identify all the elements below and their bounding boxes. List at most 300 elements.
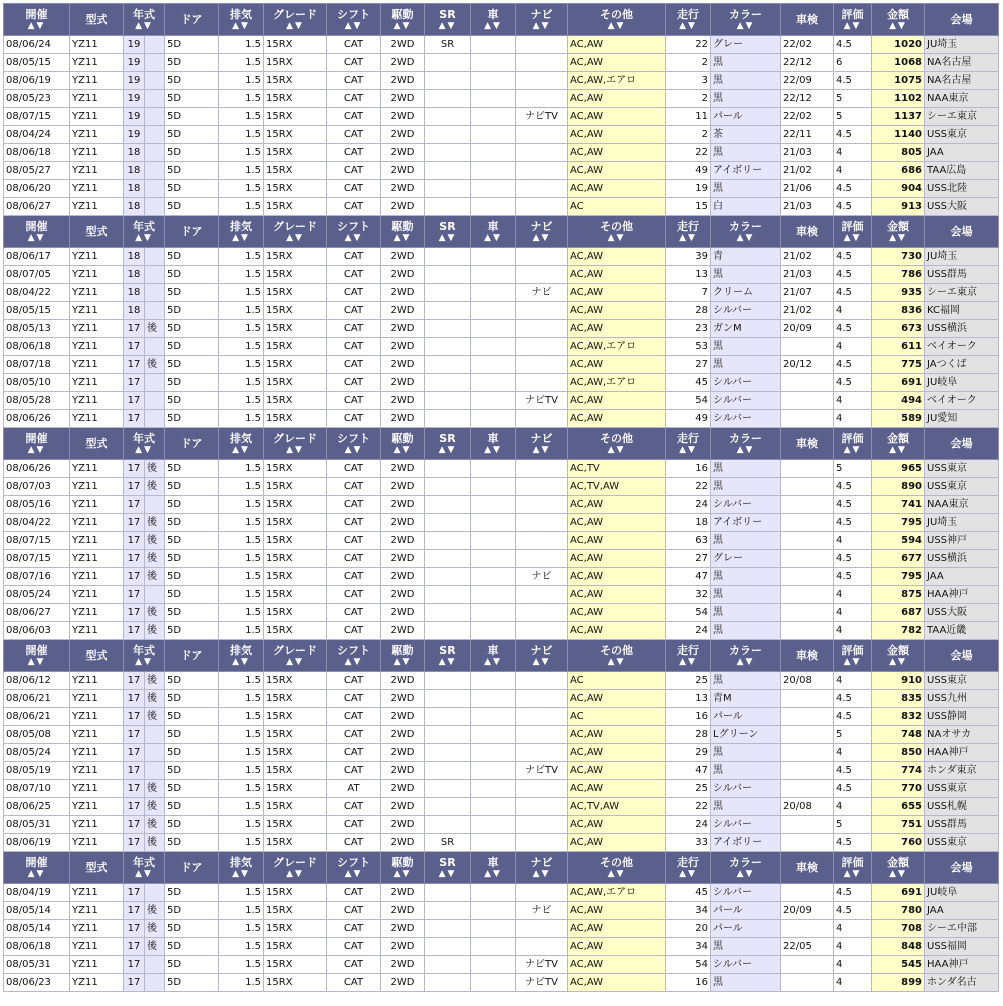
header-row <box>4 852 999 884</box>
header-shift[interactable] <box>327 428 381 460</box>
header-row <box>4 640 999 672</box>
year-cell: 17 <box>124 726 145 744</box>
car-cell <box>471 568 516 586</box>
drive-cell: 2WD <box>381 54 425 72</box>
header-disp[interactable] <box>219 852 264 884</box>
navi-cell <box>516 198 568 216</box>
sort-arrows-icon[interactable]: ▲▼ <box>843 868 862 879</box>
header-row <box>4 428 999 460</box>
header-color[interactable] <box>711 216 781 248</box>
later-cell: 後 <box>145 460 165 478</box>
date-cell: 08/05/31 <box>4 956 70 974</box>
header-disp[interactable] <box>219 428 264 460</box>
header-date[interactable] <box>4 216 70 248</box>
sort-arrows-icon[interactable]: ▲▼ <box>27 20 46 31</box>
header-date[interactable] <box>4 852 70 884</box>
sort-arrows-icon[interactable]: ▲▼ <box>232 868 250 879</box>
header-grade[interactable] <box>264 428 327 460</box>
sort-arrows-icon[interactable]: ▲▼ <box>736 444 755 455</box>
sort-arrows-icon[interactable]: ▲▼ <box>532 656 551 667</box>
header-rating[interactable] <box>834 852 872 884</box>
sort-arrows-icon[interactable]: ▲▼ <box>607 656 626 667</box>
drive-cell: 2WD <box>381 938 425 956</box>
header-date[interactable] <box>4 4 70 36</box>
header-shift[interactable] <box>327 640 381 672</box>
sort-arrows-icon[interactable]: ▲▼ <box>27 656 46 667</box>
header-disp[interactable] <box>219 640 264 672</box>
displacement-cell: 1.5 <box>219 938 264 956</box>
other-cell: AC,AW <box>568 248 666 266</box>
header-label: 評価 <box>841 643 864 657</box>
grade-cell: 15RX <box>264 726 327 744</box>
sort-arrows-icon[interactable]: ▲▼ <box>889 20 907 31</box>
header-label: カラー <box>729 7 762 21</box>
rating-cell: 4 <box>834 604 872 622</box>
header-rating[interactable] <box>834 4 872 36</box>
model-cell: YZ11 <box>70 938 124 956</box>
later-cell <box>145 126 165 144</box>
other-cell: AC,AW,エアロ <box>568 72 666 90</box>
rating-cell: 4.5 <box>834 550 872 568</box>
price-cell: 780 <box>872 902 925 920</box>
venue-cell: JAA <box>925 144 999 162</box>
header-other[interactable] <box>568 4 666 36</box>
sort-arrows-icon[interactable]: ▲▼ <box>286 20 304 31</box>
sort-arrows-icon[interactable]: ▲▼ <box>393 868 412 879</box>
date-cell: 08/06/26 <box>4 460 70 478</box>
model-cell: YZ11 <box>70 410 124 428</box>
color-cell: アイボリー <box>711 514 781 532</box>
inspection-cell <box>781 392 834 410</box>
later-cell <box>145 36 165 54</box>
date-cell: 08/07/15 <box>4 532 70 550</box>
shift-cell: CAT <box>327 672 381 690</box>
sort-arrows-icon[interactable]: ▲▼ <box>344 444 363 455</box>
sort-arrows-icon[interactable]: ▲▼ <box>843 232 862 243</box>
header-date[interactable] <box>4 640 70 672</box>
door-cell: 5D <box>165 248 219 266</box>
sort-arrows-icon[interactable]: ▲▼ <box>736 868 755 879</box>
table-row <box>4 586 999 604</box>
sort-arrows-icon[interactable]: ▲▼ <box>736 232 755 243</box>
sr-cell: SR <box>425 834 471 852</box>
header-sr[interactable] <box>425 640 471 672</box>
price-cell: 730 <box>872 248 925 266</box>
sort-arrows-icon[interactable]: ▲▼ <box>286 232 304 243</box>
sort-arrows-icon[interactable]: ▲▼ <box>679 868 697 879</box>
inspection-cell: 21/07 <box>781 284 834 302</box>
sort-arrows-icon[interactable]: ▲▼ <box>393 444 412 455</box>
header-label: ドア <box>180 437 203 450</box>
car-cell <box>471 690 516 708</box>
sort-arrows-icon[interactable]: ▲▼ <box>484 232 502 243</box>
grade-cell: 15RX <box>264 478 327 496</box>
sort-arrows-icon[interactable]: ▲▼ <box>484 444 502 455</box>
header-drive[interactable] <box>381 216 425 248</box>
sort-arrows-icon[interactable]: ▲▼ <box>736 20 755 31</box>
drive-cell: 2WD <box>381 672 425 690</box>
venue-cell: USS大阪 <box>925 198 999 216</box>
sort-arrows-icon[interactable]: ▲▼ <box>532 868 551 879</box>
navi-cell: ナビTV <box>516 974 568 992</box>
mileage-cell: 28 <box>666 726 711 744</box>
header-rating[interactable] <box>834 216 872 248</box>
sort-arrows-icon[interactable]: ▲▼ <box>27 232 46 243</box>
displacement-cell: 1.5 <box>219 586 264 604</box>
header-grade[interactable] <box>264 4 327 36</box>
later-cell <box>145 374 165 392</box>
later-cell <box>145 726 165 744</box>
model-cell: YZ11 <box>70 902 124 920</box>
inspection-cell: 22/09 <box>781 72 834 90</box>
header-sr[interactable] <box>425 852 471 884</box>
header-sr[interactable] <box>425 216 471 248</box>
color-cell: 茶 <box>711 126 781 144</box>
sort-arrows-icon[interactable]: ▲▼ <box>27 868 46 879</box>
header-price[interactable] <box>872 428 925 460</box>
navi-cell <box>516 798 568 816</box>
header-year[interactable] <box>124 428 165 460</box>
color-cell: 黒 <box>711 974 781 992</box>
sort-arrows-icon[interactable]: ▲▼ <box>344 656 363 667</box>
displacement-cell: 1.5 <box>219 726 264 744</box>
other-cell: AC,AW <box>568 744 666 762</box>
displacement-cell: 1.5 <box>219 248 264 266</box>
sort-arrows-icon[interactable]: ▲▼ <box>679 232 697 243</box>
grade-cell: 15RX <box>264 284 327 302</box>
sort-arrows-icon[interactable]: ▲▼ <box>607 20 626 31</box>
header-price[interactable] <box>872 216 925 248</box>
sort-arrows-icon[interactable]: ▲▼ <box>736 656 755 667</box>
year-cell: 17 <box>124 568 145 586</box>
sort-arrows-icon[interactable]: ▲▼ <box>393 656 412 667</box>
header-other[interactable] <box>568 640 666 672</box>
door-cell: 5D <box>165 902 219 920</box>
sort-arrows-icon[interactable]: ▲▼ <box>393 20 412 31</box>
sort-arrows-icon[interactable]: ▲▼ <box>344 232 363 243</box>
navi-cell <box>516 320 568 338</box>
door-cell: 5D <box>165 920 219 938</box>
sort-arrows-icon[interactable]: ▲▼ <box>286 656 304 667</box>
header-sr[interactable] <box>425 4 471 36</box>
sort-arrows-icon[interactable]: ▲▼ <box>27 444 46 455</box>
car-cell <box>471 974 516 992</box>
header-mileage[interactable] <box>666 428 711 460</box>
car-cell <box>471 514 516 532</box>
header-label: 車 <box>487 7 499 21</box>
year-cell: 17 <box>124 762 145 780</box>
year-cell: 18 <box>124 144 145 162</box>
header-drive[interactable] <box>381 4 425 36</box>
car-cell <box>471 410 516 428</box>
header-car[interactable] <box>471 852 516 884</box>
sort-arrows-icon[interactable]: ▲▼ <box>344 868 363 879</box>
rating-cell: 4.5 <box>834 356 872 374</box>
header-label: 金額 <box>887 7 909 21</box>
sort-arrows-icon[interactable]: ▲▼ <box>532 20 551 31</box>
later-cell: 後 <box>145 902 165 920</box>
table-row <box>4 320 999 338</box>
rating-cell: 5 <box>834 816 872 834</box>
header-car[interactable] <box>471 4 516 36</box>
header-shift[interactable] <box>327 216 381 248</box>
later-cell <box>145 54 165 72</box>
color-cell: 黒 <box>711 938 781 956</box>
header-label: ナビ <box>530 431 553 445</box>
header-car[interactable] <box>471 640 516 672</box>
price-cell: 673 <box>872 320 925 338</box>
sort-arrows-icon[interactable]: ▲▼ <box>438 20 457 31</box>
drive-cell: 2WD <box>381 302 425 320</box>
date-cell: 08/05/10 <box>4 374 70 392</box>
sort-arrows-icon[interactable]: ▲▼ <box>679 444 697 455</box>
header-label: ナビ <box>530 643 553 657</box>
shift-cell: CAT <box>327 902 381 920</box>
sort-arrows-icon[interactable]: ▲▼ <box>232 232 250 243</box>
header-year[interactable] <box>124 640 165 672</box>
header-other[interactable] <box>568 428 666 460</box>
model-cell: YZ11 <box>70 586 124 604</box>
header-navi[interactable] <box>516 216 568 248</box>
mileage-cell: 39 <box>666 248 711 266</box>
venue-cell: JU埼玉 <box>925 248 999 266</box>
sort-arrows-icon[interactable]: ▲▼ <box>484 20 502 31</box>
sort-arrows-icon[interactable]: ▲▼ <box>438 444 457 455</box>
header-drive[interactable] <box>381 640 425 672</box>
mileage-cell: 25 <box>666 780 711 798</box>
sort-arrows-icon[interactable]: ▲▼ <box>135 20 153 31</box>
grade-cell: 15RX <box>264 938 327 956</box>
shift-cell: CAT <box>327 496 381 514</box>
header-color[interactable] <box>711 4 781 36</box>
sort-arrows-icon[interactable]: ▲▼ <box>532 232 551 243</box>
later-cell <box>145 884 165 902</box>
sort-arrows-icon[interactable]: ▲▼ <box>607 444 626 455</box>
year-cell: 18 <box>124 198 145 216</box>
car-cell <box>471 162 516 180</box>
sort-arrows-icon[interactable]: ▲▼ <box>135 656 153 667</box>
header-color[interactable] <box>711 852 781 884</box>
price-cell: 1137 <box>872 108 925 126</box>
header-grade[interactable] <box>264 640 327 672</box>
sort-arrows-icon[interactable]: ▲▼ <box>843 656 862 667</box>
header-drive[interactable] <box>381 428 425 460</box>
other-cell: AC,AW <box>568 266 666 284</box>
door-cell: 5D <box>165 744 219 762</box>
navi-cell <box>516 780 568 798</box>
door-cell: 5D <box>165 162 219 180</box>
header-inspection <box>781 852 834 884</box>
shift-cell: CAT <box>327 72 381 90</box>
door-cell: 5D <box>165 816 219 834</box>
header-disp[interactable] <box>219 4 264 36</box>
table-row <box>4 726 999 744</box>
price-cell: 708 <box>872 920 925 938</box>
header-mileage[interactable] <box>666 4 711 36</box>
year-cell: 17 <box>124 780 145 798</box>
date-cell: 08/06/24 <box>4 36 70 54</box>
sr-cell <box>425 284 471 302</box>
header-price[interactable] <box>872 852 925 884</box>
price-cell: 594 <box>872 532 925 550</box>
year-cell: 17 <box>124 356 145 374</box>
grade-cell: 15RX <box>264 550 327 568</box>
header-mileage[interactable] <box>666 640 711 672</box>
header-year[interactable] <box>124 4 165 36</box>
color-cell: 黒 <box>711 266 781 284</box>
header-label: 排気 <box>230 7 252 21</box>
sort-arrows-icon[interactable]: ▲▼ <box>607 232 626 243</box>
shift-cell: CAT <box>327 884 381 902</box>
navi-cell <box>516 144 568 162</box>
date-cell: 08/06/03 <box>4 622 70 640</box>
header-disp[interactable] <box>219 216 264 248</box>
sort-arrows-icon[interactable]: ▲▼ <box>232 444 250 455</box>
rating-cell: 4.5 <box>834 834 872 852</box>
header-label: グレード <box>273 7 317 21</box>
header-label: カラー <box>729 643 762 657</box>
sort-arrows-icon[interactable]: ▲▼ <box>135 232 153 243</box>
sort-arrows-icon[interactable]: ▲▼ <box>532 444 551 455</box>
other-cell: AC,AW <box>568 920 666 938</box>
sort-arrows-icon[interactable]: ▲▼ <box>889 868 907 879</box>
color-cell: シルバー <box>711 816 781 834</box>
mileage-cell: 27 <box>666 356 711 374</box>
later-cell <box>145 496 165 514</box>
sort-arrows-icon[interactable]: ▲▼ <box>679 656 697 667</box>
later-cell: 後 <box>145 356 165 374</box>
shift-cell: CAT <box>327 974 381 992</box>
header-other[interactable] <box>568 216 666 248</box>
header-navi[interactable] <box>516 428 568 460</box>
model-cell: YZ11 <box>70 762 124 780</box>
model-cell: YZ11 <box>70 568 124 586</box>
header-price[interactable] <box>872 4 925 36</box>
rating-cell: 4.5 <box>834 478 872 496</box>
color-cell: パール <box>711 920 781 938</box>
header-label: 会場 <box>950 861 973 874</box>
sort-arrows-icon[interactable]: ▲▼ <box>843 20 862 31</box>
rating-cell: 4.5 <box>834 36 872 54</box>
venue-cell: JU岐阜 <box>925 884 999 902</box>
header-mileage[interactable] <box>666 216 711 248</box>
header-car[interactable] <box>471 428 516 460</box>
sr-cell <box>425 460 471 478</box>
grade-cell: 15RX <box>264 902 327 920</box>
shift-cell: CAT <box>327 180 381 198</box>
sort-arrows-icon[interactable]: ▲▼ <box>232 656 250 667</box>
table-row <box>4 284 999 302</box>
sort-arrows-icon[interactable]: ▲▼ <box>135 444 153 455</box>
sort-arrows-icon[interactable]: ▲▼ <box>889 444 907 455</box>
header-shift[interactable] <box>327 852 381 884</box>
rating-cell: 4.5 <box>834 708 872 726</box>
car-cell <box>471 284 516 302</box>
drive-cell: 2WD <box>381 338 425 356</box>
header-navi[interactable] <box>516 852 568 884</box>
other-cell: AC,AW <box>568 108 666 126</box>
mileage-cell: 13 <box>666 690 711 708</box>
sort-arrows-icon[interactable]: ▲▼ <box>484 656 502 667</box>
mileage-cell: 29 <box>666 744 711 762</box>
car-cell <box>471 180 516 198</box>
header-navi[interactable] <box>516 640 568 672</box>
sort-arrows-icon[interactable]: ▲▼ <box>679 20 697 31</box>
sort-arrows-icon[interactable]: ▲▼ <box>438 868 457 879</box>
header-grade[interactable] <box>264 852 327 884</box>
header-year[interactable] <box>124 852 165 884</box>
sort-arrows-icon[interactable]: ▲▼ <box>393 232 412 243</box>
sort-arrows-icon[interactable]: ▲▼ <box>607 868 626 879</box>
header-color[interactable] <box>711 428 781 460</box>
table-row <box>4 622 999 640</box>
date-cell: 08/05/24 <box>4 744 70 762</box>
door-cell: 5D <box>165 54 219 72</box>
table-row <box>4 144 999 162</box>
displacement-cell: 1.5 <box>219 884 264 902</box>
drive-cell: 2WD <box>381 604 425 622</box>
mileage-cell: 16 <box>666 460 711 478</box>
header-rating[interactable] <box>834 640 872 672</box>
header-drive[interactable] <box>381 852 425 884</box>
drive-cell: 2WD <box>381 198 425 216</box>
sort-arrows-icon[interactable]: ▲▼ <box>843 444 862 455</box>
header-navi[interactable] <box>516 4 568 36</box>
header-car[interactable] <box>471 216 516 248</box>
header-price[interactable] <box>872 640 925 672</box>
sort-arrows-icon[interactable]: ▲▼ <box>135 868 153 879</box>
header-other[interactable] <box>568 852 666 884</box>
displacement-cell: 1.5 <box>219 90 264 108</box>
mileage-cell: 33 <box>666 834 711 852</box>
header-label: 型式 <box>85 13 108 26</box>
sort-arrows-icon[interactable]: ▲▼ <box>484 868 502 879</box>
header-rating[interactable] <box>834 428 872 460</box>
sort-arrows-icon[interactable]: ▲▼ <box>286 444 304 455</box>
car-cell <box>471 198 516 216</box>
header-sr[interactable] <box>425 428 471 460</box>
sort-arrows-icon[interactable]: ▲▼ <box>438 232 457 243</box>
header-mileage[interactable] <box>666 852 711 884</box>
mileage-cell: 16 <box>666 708 711 726</box>
shift-cell: CAT <box>327 956 381 974</box>
later-cell <box>145 198 165 216</box>
displacement-cell: 1.5 <box>219 284 264 302</box>
drive-cell: 2WD <box>381 834 425 852</box>
later-cell <box>145 586 165 604</box>
door-cell: 5D <box>165 198 219 216</box>
sort-arrows-icon[interactable]: ▲▼ <box>889 232 907 243</box>
grade-cell: 15RX <box>264 392 327 410</box>
model-cell: YZ11 <box>70 266 124 284</box>
header-date[interactable] <box>4 428 70 460</box>
header-color[interactable] <box>711 640 781 672</box>
venue-cell: USS北陸 <box>925 180 999 198</box>
header-grade[interactable] <box>264 216 327 248</box>
header-shift[interactable] <box>327 4 381 36</box>
sort-arrows-icon[interactable]: ▲▼ <box>438 656 457 667</box>
table-row <box>4 514 999 532</box>
sort-arrows-icon[interactable]: ▲▼ <box>344 20 363 31</box>
sr-cell <box>425 690 471 708</box>
navi-cell: ナビ <box>516 568 568 586</box>
header-year[interactable] <box>124 216 165 248</box>
drive-cell: 2WD <box>381 780 425 798</box>
sort-arrows-icon[interactable]: ▲▼ <box>889 656 907 667</box>
sort-arrows-icon[interactable]: ▲▼ <box>286 868 304 879</box>
displacement-cell: 1.5 <box>219 162 264 180</box>
sort-arrows-icon[interactable]: ▲▼ <box>232 20 250 31</box>
